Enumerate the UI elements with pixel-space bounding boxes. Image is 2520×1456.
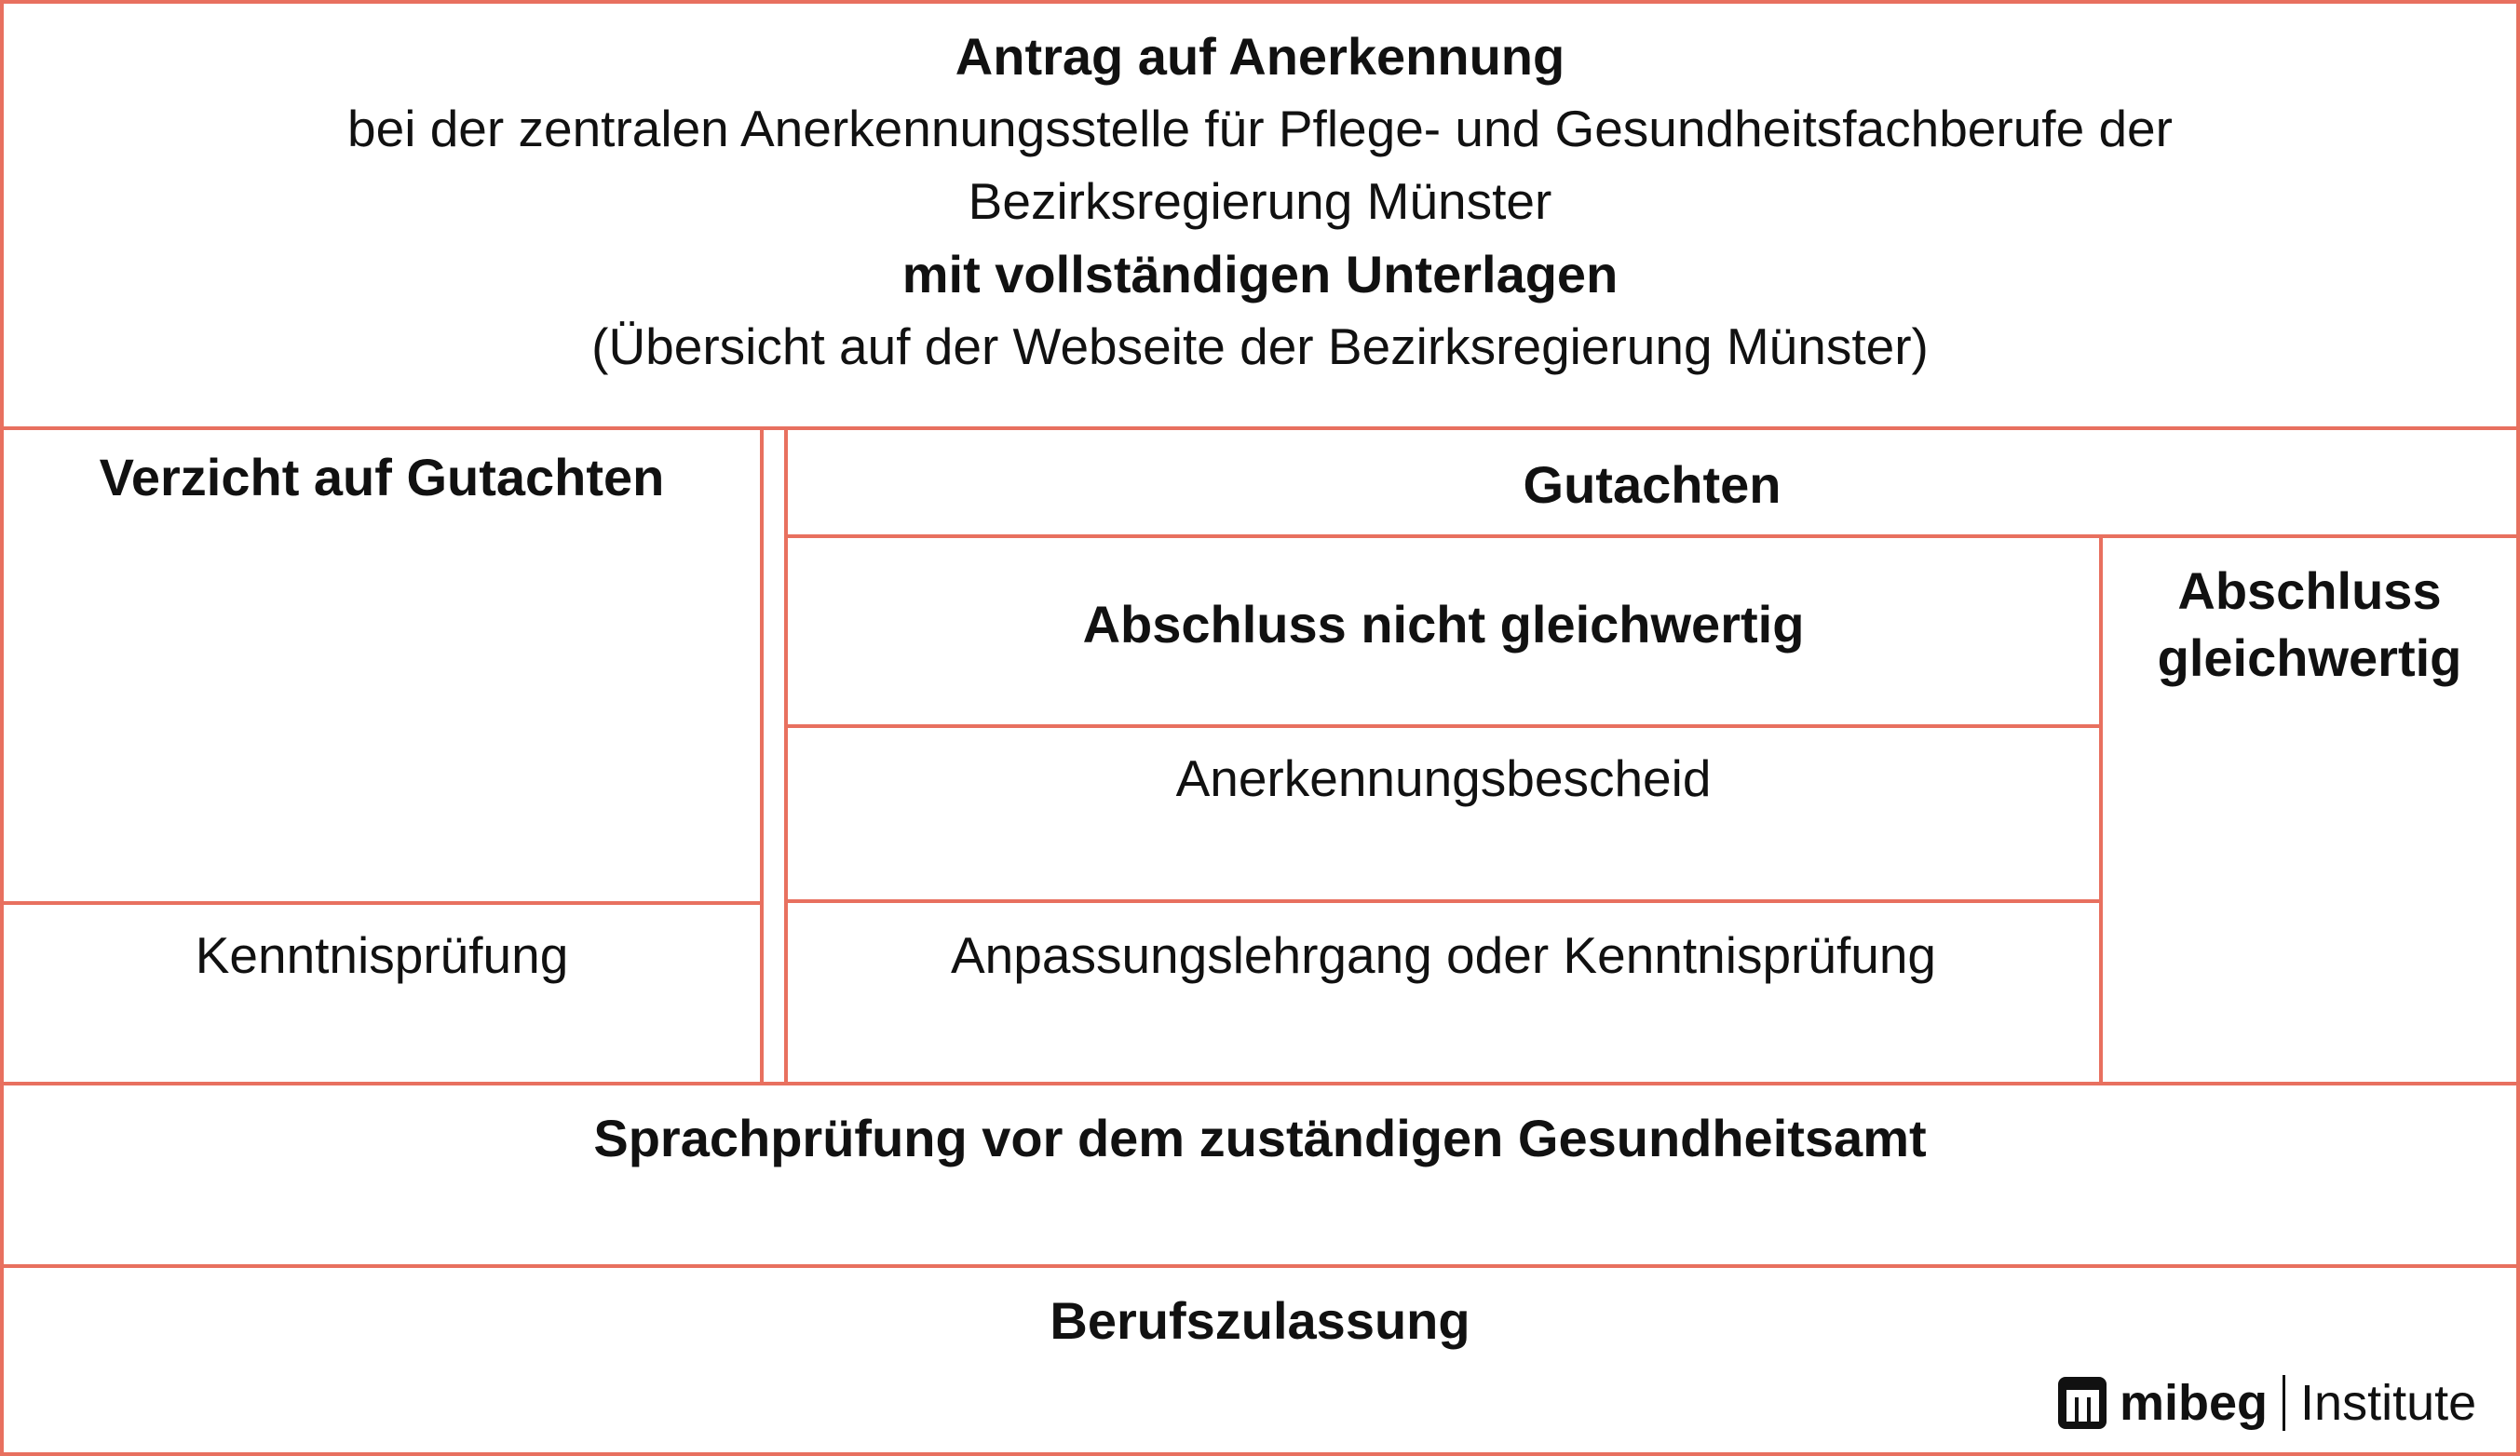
mibeg-logo-icon <box>2058 1377 2107 1429</box>
not-equivalent-box <box>784 534 2103 728</box>
adaptation-course-label: Anpassungslehrgang oder Kenntnisprüfung <box>951 926 1936 984</box>
recognition-decision-box <box>784 724 2103 903</box>
knowledge-exam-box <box>0 901 764 1085</box>
application-overview-line: (Übersicht auf der Webseite der Bezirksregierung Münster) <box>591 317 1929 375</box>
application-box <box>0 0 2520 430</box>
waiver-header: Verzicht auf Gutachten <box>99 448 665 506</box>
language-exam-box <box>0 1082 2520 1268</box>
logo-suffix: Institute <box>2300 1375 2477 1431</box>
application-authority-line-2: Bezirksregierung Münster <box>968 172 1552 230</box>
application-title: Antrag auf Anerkennung <box>955 27 1565 86</box>
license-label: Berufszulassung <box>1050 1291 1470 1350</box>
equivalent-box <box>2099 534 2520 1085</box>
application-authority-line: bei der zentralen Anerkennungsstelle für Pflege- und Gesundheitsfachberufe der <box>347 100 2173 157</box>
not-equivalent-header: Abschluss nicht gleichwertig <box>1082 595 1805 654</box>
adaptation-course-box <box>784 899 2103 1085</box>
assessment-box <box>784 426 2520 538</box>
equivalent-line-1: Abschluss <box>2177 561 2442 620</box>
assessment-header: Gutachten <box>1523 455 1782 514</box>
logo-separator <box>2283 1375 2285 1431</box>
knowledge-exam-label: Kenntnisprüfung <box>195 926 569 984</box>
logo-name: mibeg <box>2120 1375 2269 1431</box>
equivalent-line-2: gleichwertig <box>2157 628 2462 687</box>
mibeg-logo <box>2058 1370 2476 1436</box>
recognition-decision-label: Anerkennungsbescheid <box>1175 749 1712 807</box>
application-documents-line: mit vollständigen Unterlagen <box>901 245 1619 303</box>
language-exam-label: Sprachprüfung vor dem zuständigen Gesundheitsamt <box>593 1109 1927 1167</box>
waiver-box <box>0 426 764 905</box>
